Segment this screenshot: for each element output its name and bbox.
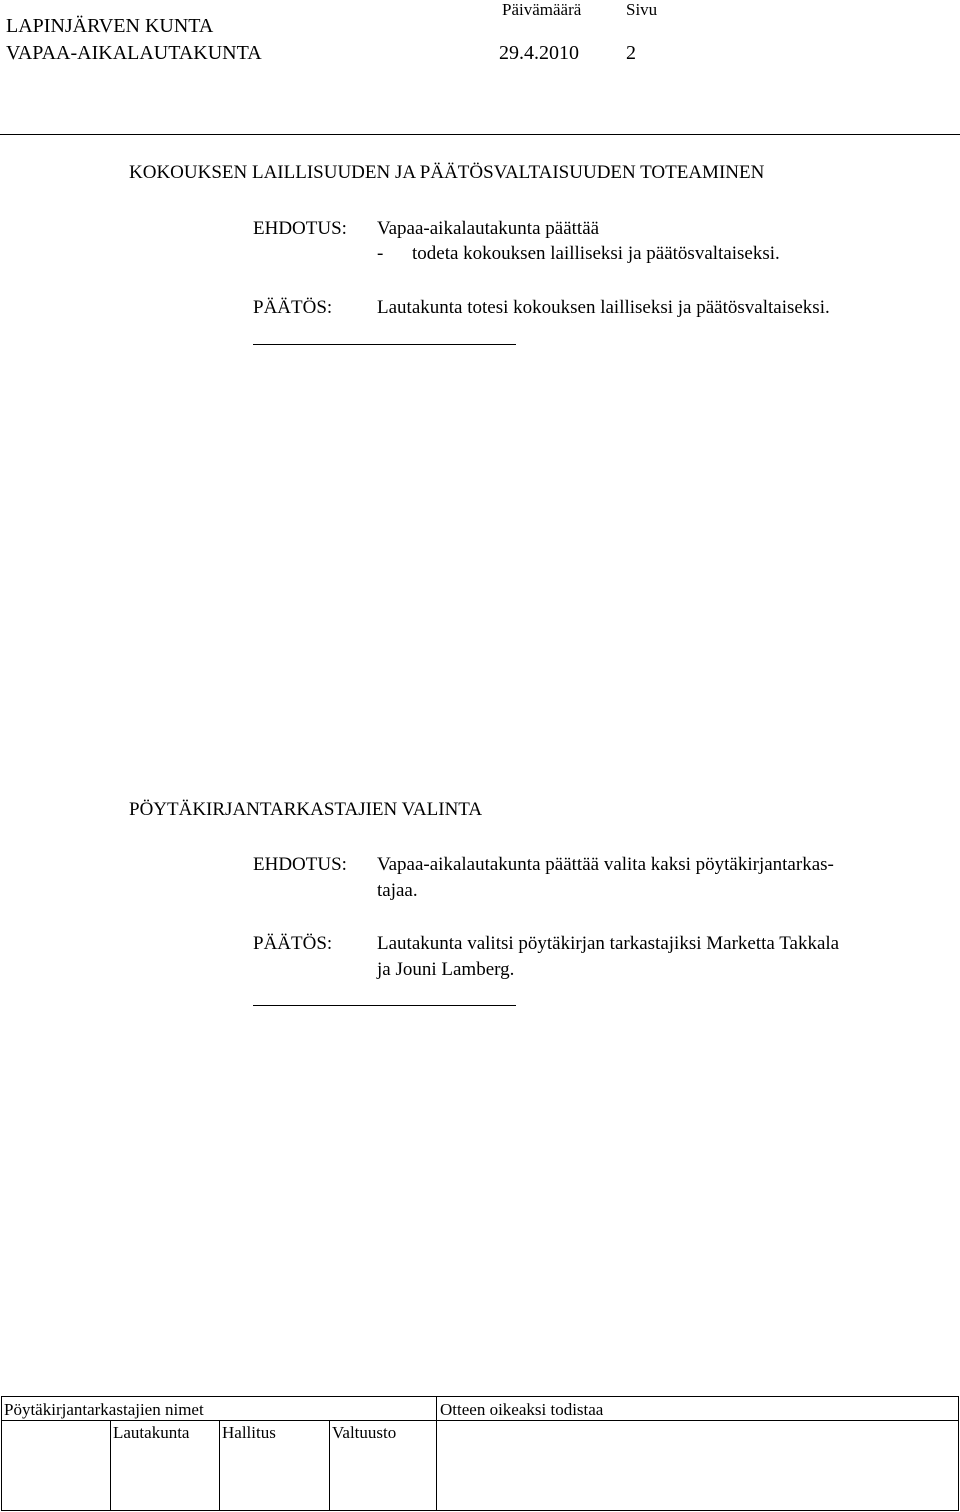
column-board: Lautakunta (113, 1423, 190, 1442)
section2-proposal-line2: tajaa. (377, 880, 418, 901)
certify-label: Otteen oikeaksi todistaa (440, 1400, 604, 1419)
section2-decision-label: PÄÄTÖS: (253, 933, 333, 954)
section1-proposal-bullet: - (377, 243, 384, 264)
section1-proposal-label: EHDOTUS: (253, 218, 347, 239)
section1-decision-text: Lautakunta totesi kokouksen lailliseksi ja päätösvaltaiseksi. (377, 297, 830, 318)
inspectors-label: Pöytäkirjantarkastajien nimet (4, 1400, 204, 1419)
section2-decision-line1: Lautakunta valitsi pöytäkirjan tarkastajiksi Marketta Takkala (377, 933, 840, 954)
section1-proposal-text: Vapaa-aikalautakunta päättää (377, 218, 600, 239)
column-government: Hallitus (222, 1423, 276, 1442)
section1-title: KOKOUKSEN LAILLISUUDEN JA PÄÄTÖSVALTAISUUDEN TOTEAMINEN (129, 162, 765, 183)
footer-divider-government (219, 1420, 220, 1510)
footer-divider-council (329, 1420, 330, 1510)
date-value: 29.4.2010 (499, 42, 579, 64)
footer-divider-center (436, 1396, 437, 1510)
section2-end-rule (253, 1005, 516, 1006)
section1-decision-label: PÄÄTÖS: (253, 297, 333, 318)
footer-header-rule (1, 1420, 958, 1421)
column-council: Valtuusto (332, 1423, 397, 1442)
section1-end-rule (253, 344, 516, 345)
section2-proposal-label: EHDOTUS: (253, 854, 347, 875)
section2-proposal-line1: Vapaa-aikalautakunta päättää valita kaksi pöytäkirjantarkas- (377, 854, 834, 875)
page-value: 2 (626, 42, 636, 64)
section2-title: PÖYTÄKIRJANTARKASTAJIEN VALINTA (129, 799, 483, 820)
page-label: Sivu (626, 0, 658, 19)
date-label: Päivämäärä (502, 0, 582, 19)
org-name: LAPINJÄRVEN KUNTA (6, 15, 214, 37)
department-name: VAPAA-AIKALAUTAKUNTA (6, 42, 262, 64)
section1-proposal-item: todeta kokouksen lailliseksi ja päätösvaltaiseksi. (412, 243, 780, 264)
footer-divider-board (110, 1420, 111, 1510)
header-divider (0, 134, 960, 135)
section2-decision-line2: ja Jouni Lamberg. (377, 959, 515, 980)
